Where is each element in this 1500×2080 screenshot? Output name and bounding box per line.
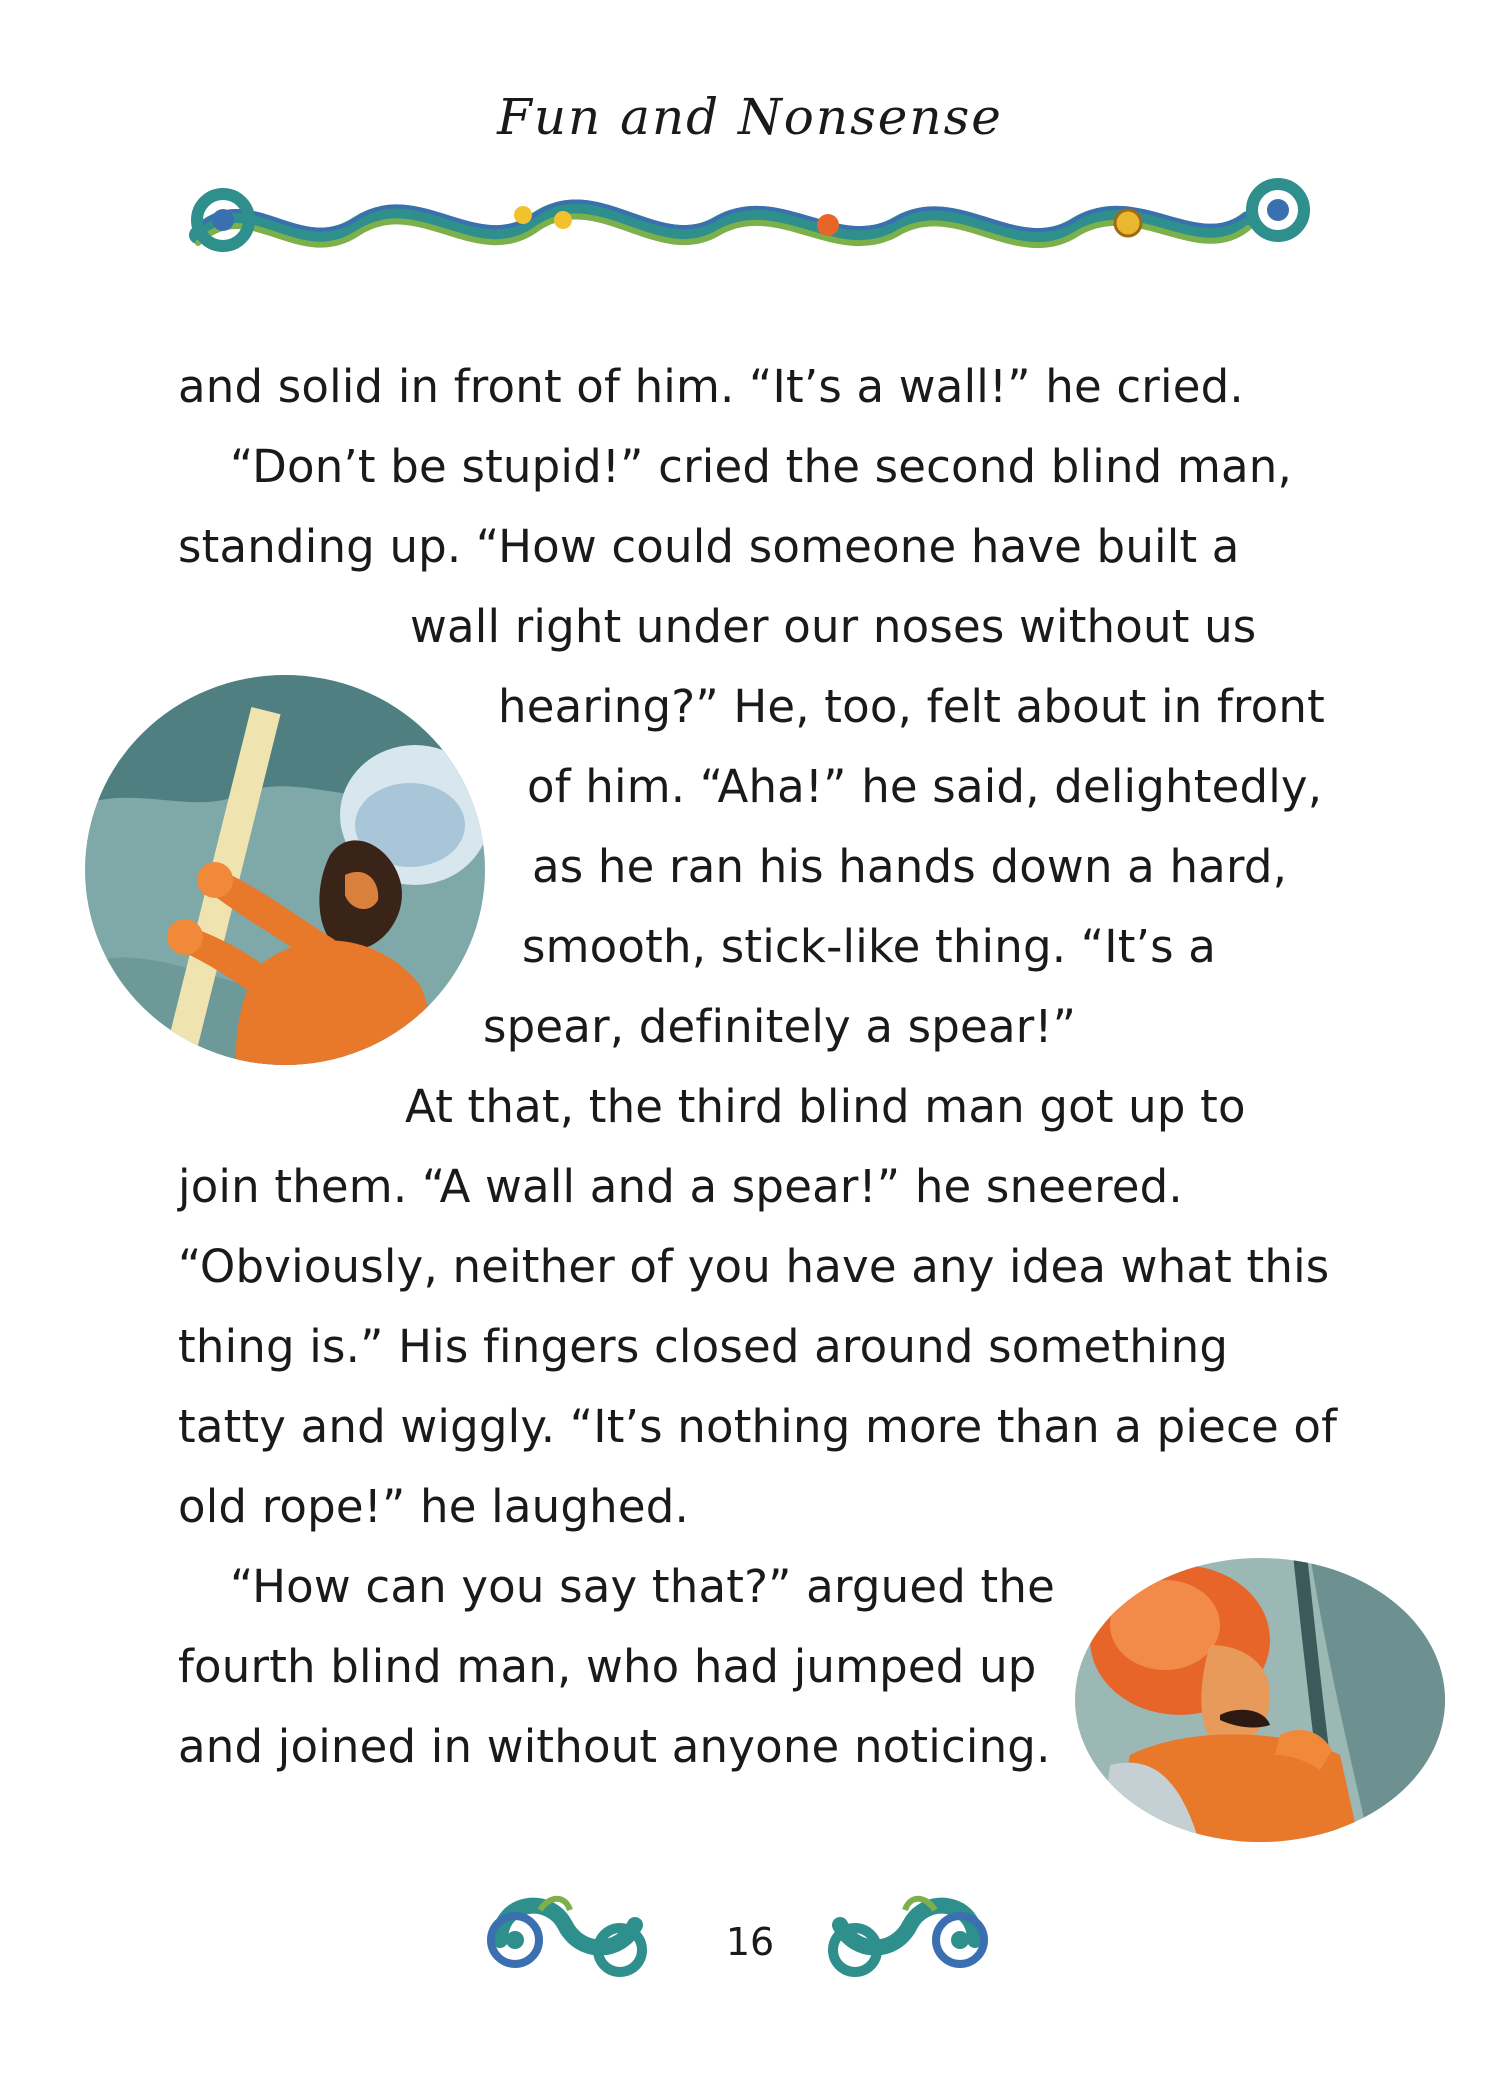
body-text-line: tatty and wiggly. “It’s nothing more than a piece of xyxy=(178,1400,1338,1453)
body-text-line: and joined in without anyone noticing. xyxy=(178,1720,1051,1773)
illustration-man-orange-turban xyxy=(1070,1555,1450,1845)
page-header-title: Fun and Nonsense xyxy=(497,88,1003,146)
body-text-line: join them. “A wall and a spear!” he sneered. xyxy=(178,1160,1183,1213)
body-text-line: “How can you say that?” argued the xyxy=(230,1560,1055,1613)
body-text-line: old rope!” he laughed. xyxy=(178,1480,690,1533)
body-text-line: hearing?” He, too, felt about in front xyxy=(498,680,1325,733)
body-text-line: fourth blind man, who had jumped up xyxy=(178,1640,1037,1693)
body-text-line: thing is.” His fingers closed around something xyxy=(178,1320,1229,1373)
body-text-line: At that, the third blind man got up to xyxy=(405,1080,1246,1133)
body-text-line: as he ran his hands down a hard, xyxy=(532,840,1288,893)
illustration-man-white-turban xyxy=(80,665,490,1075)
wave-banner-ornament xyxy=(178,165,1318,285)
body-text-line: standing up. “How could someone have built a xyxy=(178,520,1240,573)
wave-footer-ornament-left xyxy=(470,1870,670,1990)
body-text-line: wall right under our noses without us xyxy=(410,600,1257,653)
wave-footer-ornament-right xyxy=(805,1870,1005,1990)
body-text-line: and solid in front of him. “It’s a wall!” he cried. xyxy=(178,360,1244,413)
page-number: 16 xyxy=(725,1920,775,1964)
body-text-line: “Don’t be stupid!” cried the second blind man, xyxy=(230,440,1292,493)
body-text-line: smooth, stick-like thing. “It’s a xyxy=(522,920,1217,973)
body-text-line: of him. “Aha!” he said, delightedly, xyxy=(527,760,1323,813)
body-text-line: “Obviously, neither of you have any idea what this xyxy=(178,1240,1330,1293)
body-text-line: spear, definitely a spear!” xyxy=(483,1000,1077,1053)
